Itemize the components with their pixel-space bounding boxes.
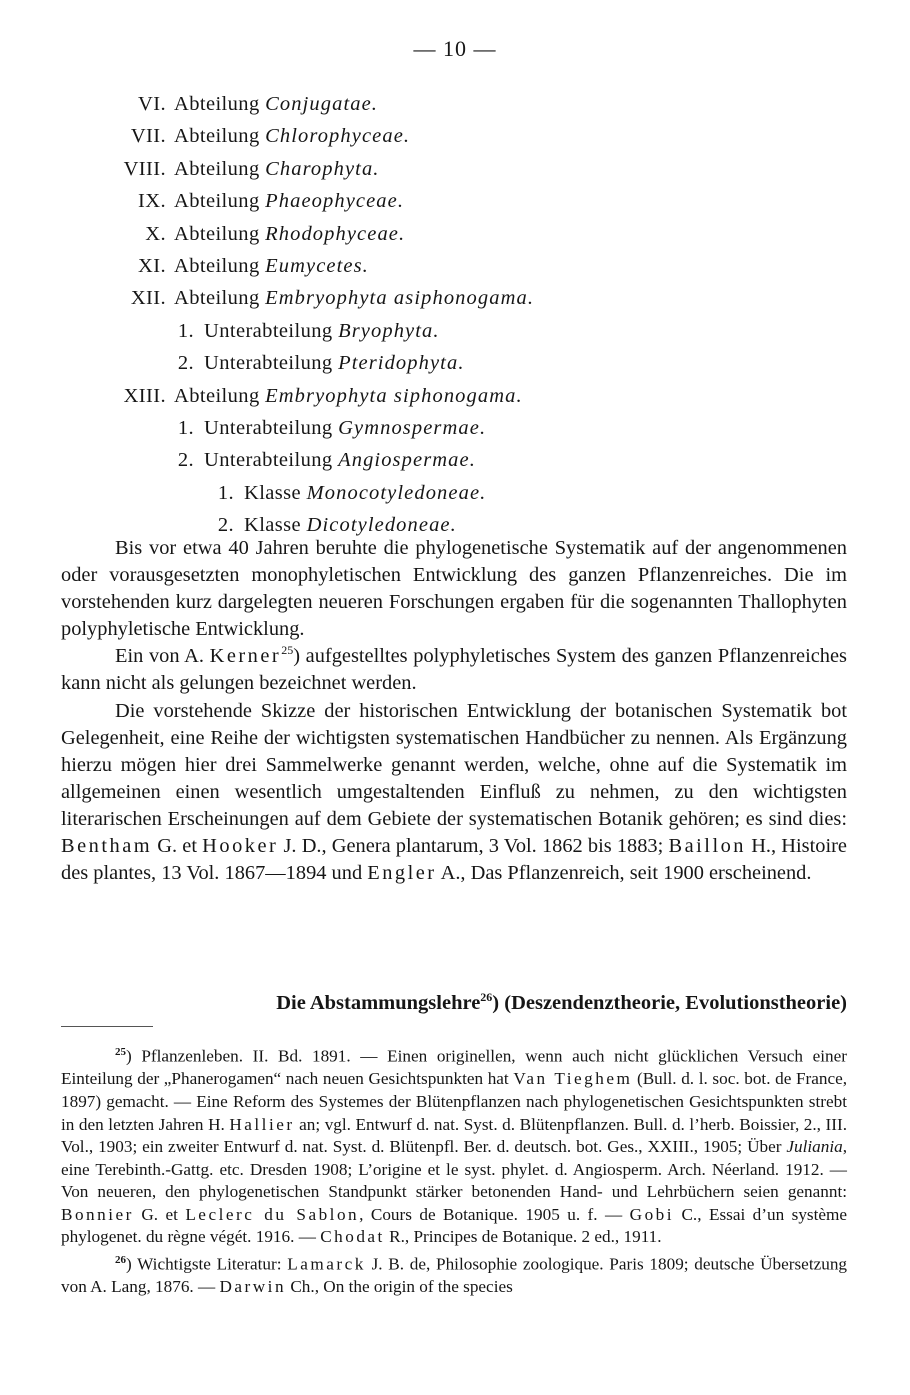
rank-label: Unterabteilung [204, 449, 333, 472]
outline-text [204, 315, 440, 347]
outline-entry [60, 153, 840, 185]
text-run: G. et [141, 1204, 178, 1224]
rank-label: Abteilung [174, 190, 260, 213]
outline-number: 2. [217, 514, 234, 537]
text-run: ) aufgestelltes polyphyletisches System des ganzen Pflanzenreiches kann nicht als gelungen bezeichnet werden. [61, 645, 847, 695]
footnotes [61, 1041, 847, 1299]
outline-number: 2. [177, 449, 194, 472]
footnote-ref: 25 [281, 643, 294, 658]
rank-label: Abteilung [174, 157, 260, 180]
outline-entry [60, 185, 840, 217]
text-run: Ein von A. [115, 645, 204, 668]
outline-number: VIII. [123, 157, 166, 180]
section-heading [61, 992, 847, 1015]
outline-number: X. [145, 222, 166, 245]
outline-number: VI. [138, 93, 166, 115]
text-run: ) Pflanzenleben. II. Bd. 1891. — Einen originellen, wenn auch nicht glücklichen Versuch einer Einteilung der „Phanerogamen“ nach neuen Gesichtspunkten hat [61, 1046, 847, 1089]
text-run: , eine Terebinth.-Gattg. etc. Dresden 1908; L’origine et le syst. phylet. d. Angiosperm. Arch. Néerland. 1912. — Von neueren, den phylogenetischen Standpunkt stärker betonenden Hand- und Lehrbüchern seien genannt: [61, 1137, 847, 1202]
outline-text [174, 282, 534, 314]
outline-entry [60, 315, 840, 347]
outline-text [174, 218, 405, 250]
author-name: Baillon [668, 835, 747, 858]
taxon-name: Gymnospermae. [338, 416, 487, 439]
text-run: ) Wichtigste Literatur: [126, 1254, 282, 1274]
body-text [61, 535, 847, 887]
outline-number: 1. [177, 319, 194, 342]
rank-label: Klasse [244, 514, 302, 537]
rank-label: Abteilung [174, 93, 260, 115]
author-name: Darwin [219, 1277, 287, 1297]
outline-number: XII. [130, 287, 166, 310]
text-run: Die vorstehende Skizze der historischen Entwicklung der botanischen Systematik bot Gelegenheit, eine Reihe der wichtigsten systematischen Handbücher zu nennen. Als Ergänzung hierzu mögen hier drei Sammelwerke genannt werden, welche, ohne auf die Systematik im allgemeinen einen wesentlich umgestaltenden Einfluß zu nehmen, zu den wichtigsten literarischen Erscheinungen auf dem Gebiete der systematischen Botanik gehören; es sind dies: [61, 699, 847, 830]
taxon-name: Dicotyledoneae. [306, 514, 457, 537]
taxon-name: Angiospermae. [338, 449, 476, 472]
outline-number: XIII. [123, 384, 166, 407]
paragraph-phylogeny: Bis vor etwa 40 Jahren beruhte die phylogenetische Systematik auf der angenommenen oder vorausgesetzten monophyletischen Entwicklung des ganzen Pflanzenreiches. Die im vorstehenden kurz dargelegten neueren Forschungen ergaben für die sogenannten Thallophyten polyphyletische Entwicklung. [61, 537, 847, 641]
text-run: J. B. de, Philosophie zoologique. Paris 1809; deutsche Übersetzung von A. Lang, 1876. — [61, 1254, 848, 1297]
outline-entry [60, 282, 840, 314]
paragraph-kerner [61, 643, 847, 697]
outline-text [174, 120, 410, 152]
genus-name: Juliania [786, 1137, 843, 1157]
author-name: Hallier [229, 1114, 295, 1134]
outline-entry [60, 477, 840, 509]
author-name: Gobi [629, 1204, 675, 1224]
paragraph-handbooks [61, 698, 847, 888]
taxon-name: Embryophyta asiphonogama. [265, 287, 535, 310]
author-name: Chodat [320, 1227, 385, 1247]
outline-text [244, 477, 486, 509]
outline-number: 1. [217, 481, 234, 504]
text-run: A., Das Pflanzenreich, seit 1900 erscheinend. [440, 862, 812, 885]
heading-text: ) (Deszendenztheorie, Evolutionstheorie) [492, 992, 847, 1014]
footnote-mark: 25 [115, 1046, 126, 1058]
outline-text [204, 347, 465, 379]
text-run: H., Histoire des plantes, 13 Vol. 1867—1894 und [61, 835, 847, 885]
text-run: , Cours de Botanique. 1905 u. f. — [359, 1204, 623, 1224]
author-name: Lamarck [287, 1254, 366, 1274]
outline-number: VII. [130, 125, 166, 148]
taxon-name: Conjugatae. [265, 93, 379, 115]
text-run: R., Principes de Botanique. 2 ed., 1911. [389, 1227, 662, 1247]
text-run: J. D., Genera plantarum, 3 Vol. 1862 bis 1883; [283, 835, 664, 858]
author-name: Engler [367, 862, 437, 885]
outline-entry [60, 347, 840, 379]
taxon-name: Phaeophyceae. [265, 190, 405, 213]
footnote-ref: 26 [480, 990, 493, 1005]
rank-label: Abteilung [174, 125, 260, 148]
outline-entry [60, 218, 840, 250]
taxon-name: Chlorophyceae. [265, 125, 411, 148]
footnote-divider [61, 1026, 153, 1027]
author-name: Bentham [61, 835, 153, 858]
outline-text [174, 153, 380, 185]
outline-text [174, 250, 369, 282]
rank-label: Unterabteilung [204, 319, 333, 342]
outline-text [174, 88, 378, 120]
rank-label: Abteilung [174, 384, 260, 407]
outline-entry [60, 380, 840, 412]
text-run: an; vgl. Entwurf d. nat. Syst. d. Blütenpflanzen. Bull. d. l’herb. Boissier, 2., III. Vol., 1903; ein zweiter Entwurf d. nat. Syst. d. Blütenpfl. Ber. d. deutsch. bot. Ges., XXIII., 1905; Über [61, 1114, 848, 1157]
footnote-26 [61, 1249, 847, 1299]
outline-number: XI. [138, 254, 166, 277]
rank-label: Unterabteilung [204, 352, 333, 375]
author-name: Hooker [202, 835, 279, 858]
rank-label: Abteilung [174, 287, 260, 310]
outline-text [174, 380, 523, 412]
outline-number: IX. [138, 190, 166, 213]
outline-number: 1. [177, 416, 194, 439]
author-name: Leclerc du Sablon [185, 1204, 360, 1224]
outline-text [204, 444, 476, 476]
heading-text: Die Abstammungslehre [276, 992, 481, 1014]
taxon-name: Bryophyta. [338, 319, 440, 342]
outline-entry [60, 120, 840, 152]
author-name: Van Tieghem [513, 1069, 633, 1089]
rank-label: Abteilung [174, 222, 260, 245]
outline-entry [60, 88, 840, 120]
outline-text [174, 185, 404, 217]
taxon-name: Embryophyta siphonogama. [265, 384, 523, 407]
author-name: Kerner [209, 645, 282, 668]
rank-label: Unterabteilung [204, 416, 333, 439]
text-run: (Bull. d. l. soc. bot. de France, 1897) gemacht. — Eine Reform des Systemes der Blütenpflanzen nach phylogenetischen Gesichtspunkten strebt in den letzten Jahren H. [61, 1069, 848, 1134]
text-run: G. et [157, 835, 197, 858]
rank-label: Klasse [244, 481, 302, 504]
rank-label: Abteilung [174, 254, 260, 277]
taxon-name: Charophyta. [265, 157, 380, 180]
outline-entry [60, 250, 840, 282]
taxon-name: Monocotyledoneae. [306, 481, 487, 504]
taxon-name: Eumycetes. [265, 254, 369, 277]
taxon-name: Rhodophyceae. [265, 222, 406, 245]
outline-entry [60, 444, 840, 476]
taxonomy-outline [60, 88, 840, 541]
outline-text [204, 412, 486, 444]
footnote-mark: 26 [115, 1254, 126, 1267]
page-number: — 10 — [413, 36, 497, 61]
outline-entry [60, 412, 840, 444]
text-run: C., Essai d’un système phylogenet. du règne végét. 1916. — [61, 1204, 847, 1247]
author-name: Bonnier [61, 1204, 134, 1224]
text-run: Ch., On the origin of the species [290, 1277, 513, 1297]
taxon-name: Pteridophyta. [338, 352, 465, 375]
footnote-25 [61, 1041, 847, 1249]
outline-number: 2. [177, 352, 194, 375]
